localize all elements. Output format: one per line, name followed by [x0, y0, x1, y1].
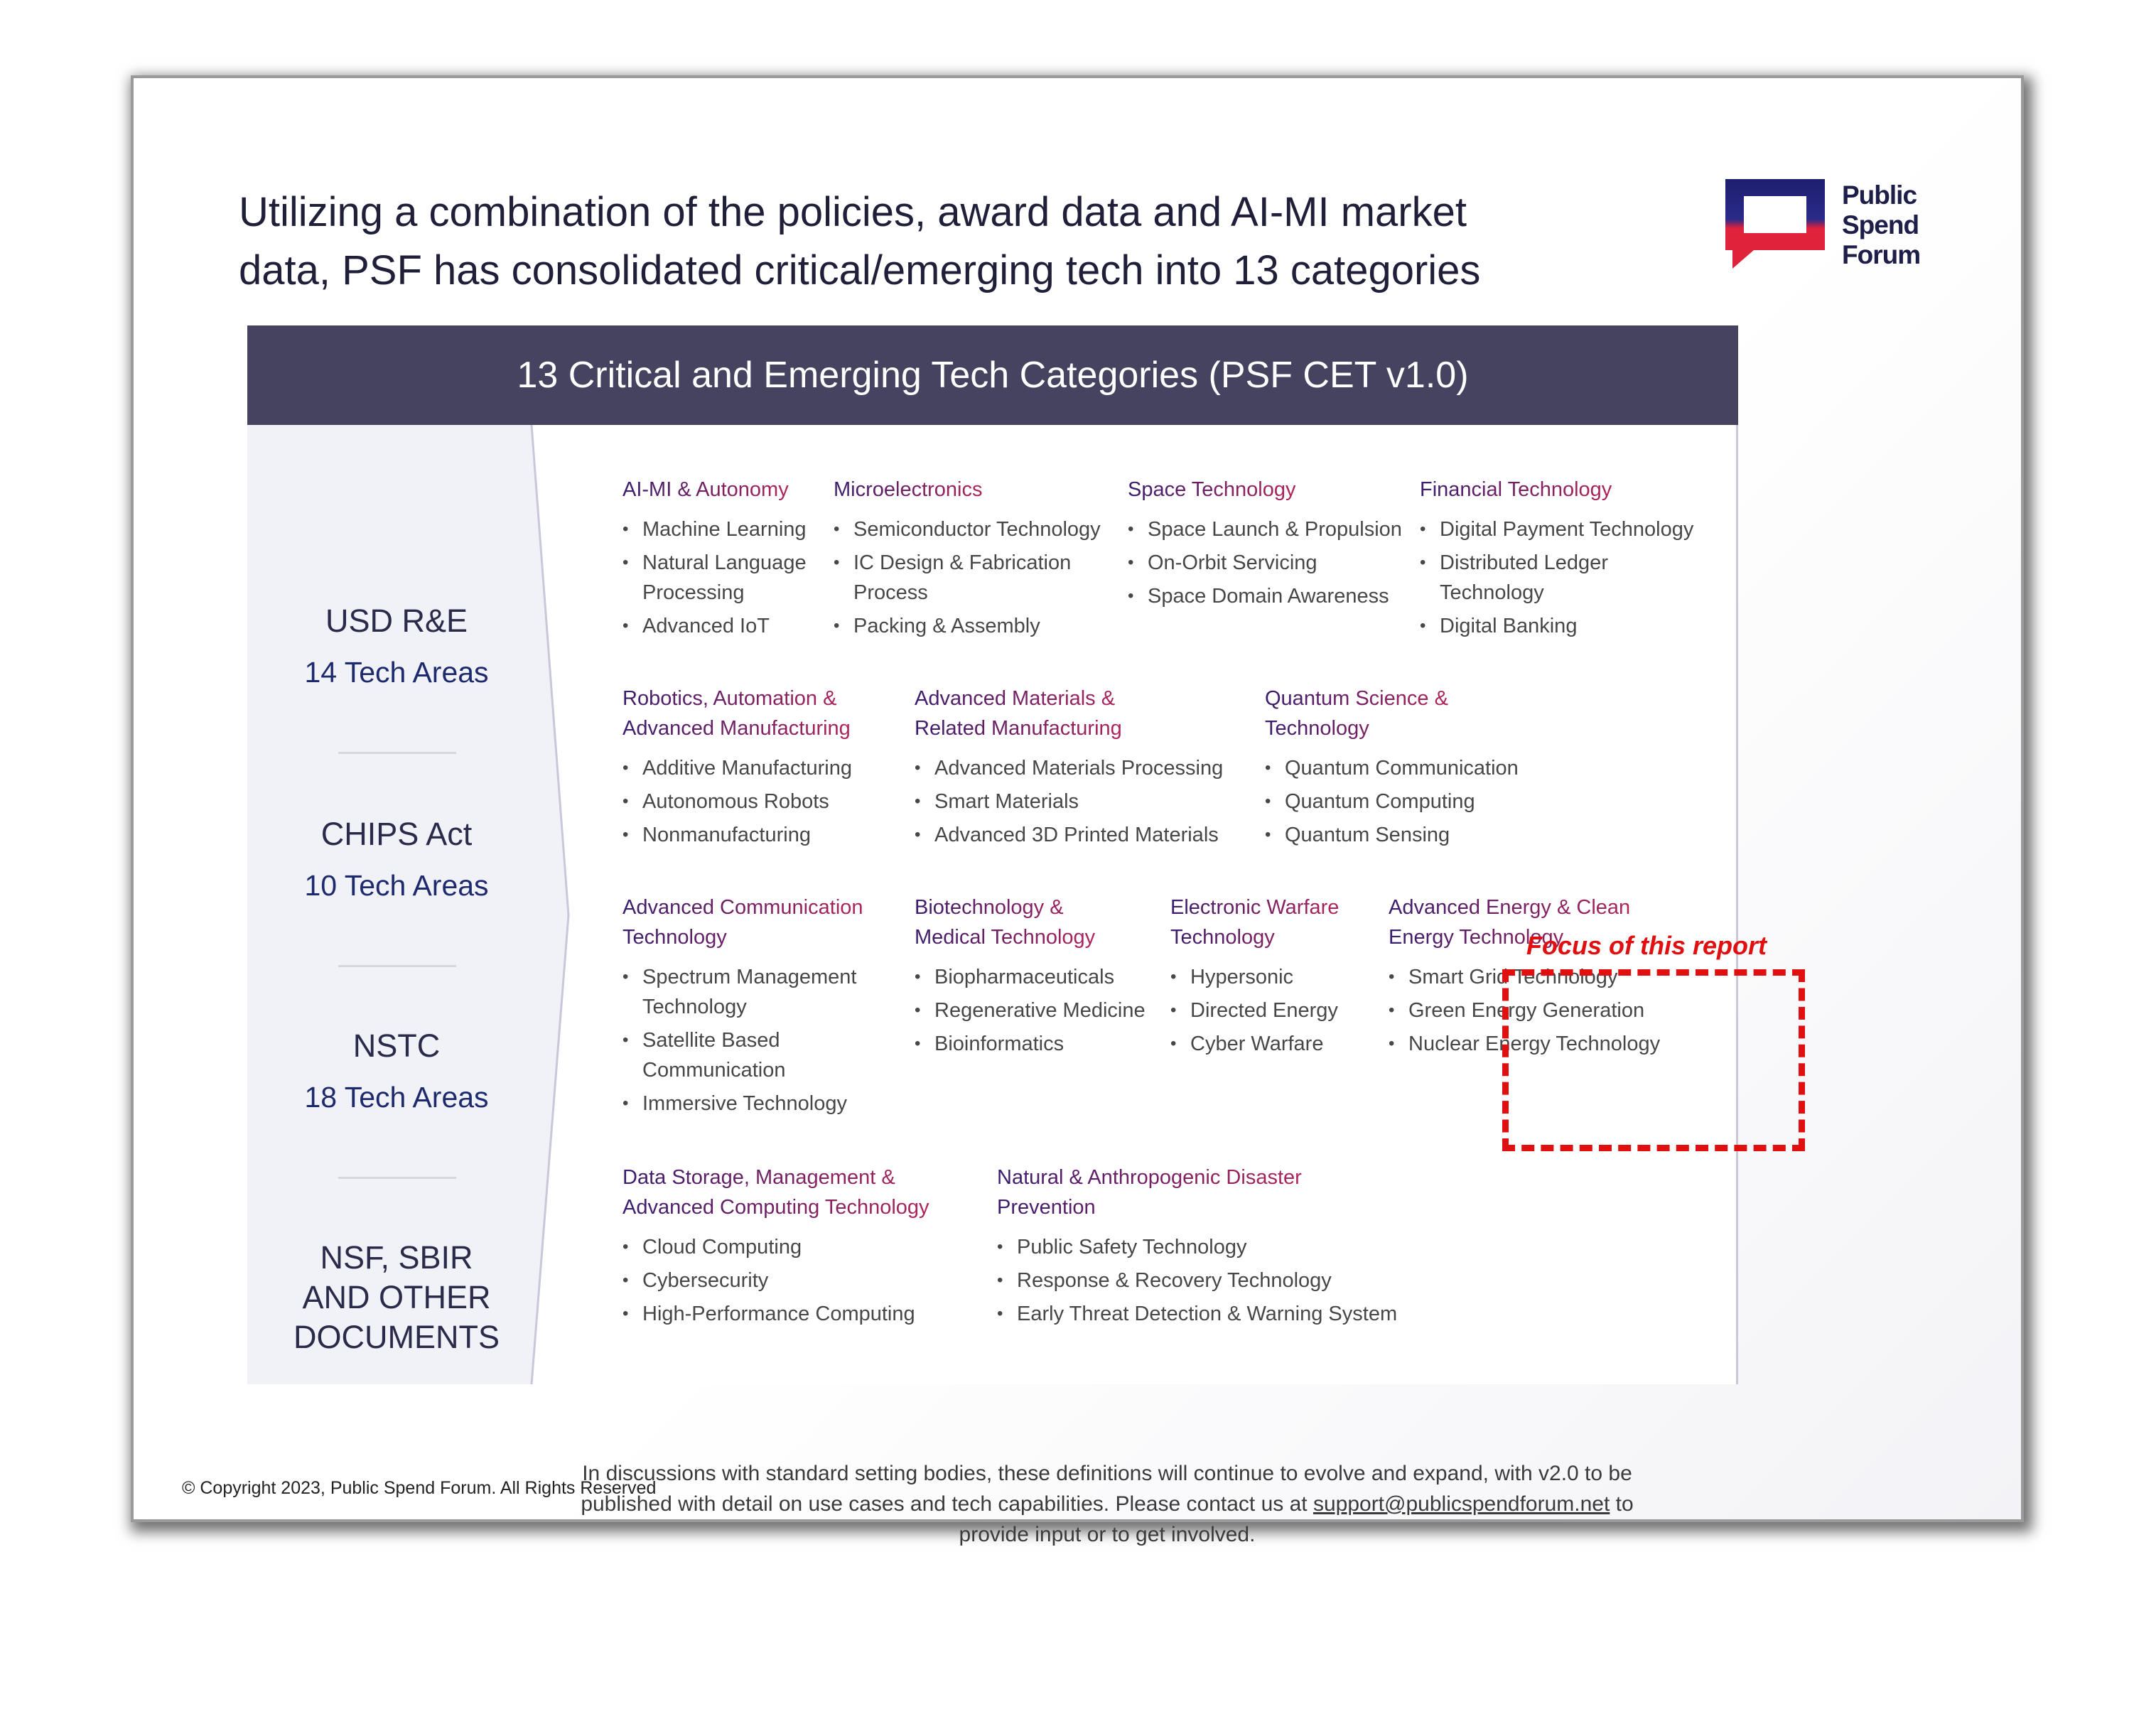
category-item: • Directed Energy [1170, 996, 1339, 1025]
category-item: • Natural Language Processing [622, 548, 807, 608]
tech-category [1420, 475, 1693, 645]
category-item: • Spectrum Management Technology [622, 962, 863, 1022]
source-name-line: DOCUMENTS [293, 1319, 500, 1355]
tech-category [915, 893, 1146, 1062]
category-title [1128, 475, 1295, 505]
logo-word-forum: Forum [1842, 240, 1921, 269]
headline-line-1: Utilizing a combination of the policies, award data and AI-MI market [239, 189, 1467, 235]
category-title-line: Quantum Science & [1265, 687, 1448, 710]
category-item: • High-Performance Computing [622, 1299, 929, 1329]
support-email-link[interactable]: support@publicspendforum.net [1313, 1492, 1610, 1516]
footnote [432, 1458, 1782, 1550]
category-item: • Quantum Sensing [1265, 820, 1519, 850]
tech-category [1170, 893, 1339, 1062]
category-title-line: Electronic Warfare [1170, 896, 1340, 919]
category-item: • Additive Manufacturing [622, 753, 852, 783]
category-items [622, 962, 863, 1119]
category-item: • Packing & Assembly [834, 611, 1101, 641]
category-title-line: Advanced Energy & Clean [1389, 896, 1631, 919]
divider [338, 752, 456, 754]
category-title-line: Advanced Materials & [915, 687, 1116, 710]
category-items [1265, 753, 1519, 850]
category-item: • Digital Payment Technology [1420, 514, 1693, 544]
category-title [1170, 893, 1339, 952]
source-nsf-sbir-other [276, 1238, 517, 1357]
category-item: • Advanced Materials Processing [915, 753, 1223, 783]
category-item: • IC Design & Fabrication Process [834, 548, 1101, 608]
category-title-line: Financial Technology [1420, 478, 1612, 501]
tech-category [622, 684, 852, 853]
category-item: • Bioinformatics [915, 1029, 1146, 1059]
focus-label: Focus of this report [1526, 931, 1767, 960]
source-name-line: NSF, SBIR [320, 1239, 473, 1276]
category-title-line: Energy Technology [1389, 926, 1564, 949]
category-title-line: Technology [1265, 717, 1369, 740]
category-title-line: Space Technology [1128, 478, 1296, 501]
category-item: • Nonmanufacturing [622, 820, 852, 850]
category-items [622, 753, 852, 850]
footnote-line-1: In discussions with standard setting bodies, these definitions will continue to evolve and expand, with v2.0 to be [582, 1462, 1632, 1485]
category-title-line: Advanced Computing Technology [622, 1196, 929, 1219]
tech-category [622, 475, 807, 645]
source-name: CHIPS Act [320, 816, 473, 852]
logo-word-spend: Spend [1842, 210, 1919, 239]
tech-category [1128, 475, 1402, 615]
category-item: • Public Safety Technology [997, 1232, 1397, 1262]
category-items [834, 514, 1101, 641]
category-item: • Nuclear Energy Technology [1389, 1029, 1660, 1059]
category-title [622, 893, 863, 952]
speech-bubble-logo-icon [1725, 179, 1832, 270]
source-usd-re [276, 601, 517, 692]
source-count: 14 Tech Areas [304, 656, 489, 689]
panel-banner [247, 325, 1738, 425]
category-item: • Autonomous Robots [622, 787, 852, 816]
category-title-line: Technology [1170, 926, 1275, 949]
category-title [1265, 684, 1448, 743]
panel-banner-title: 13 Critical and Emerging Tech Categories (PSF CET v1.0) [517, 355, 1469, 396]
category-title-line: Technology [622, 926, 727, 949]
category-item: • Quantum Communication [1265, 753, 1519, 783]
divider [338, 965, 456, 967]
category-title [622, 475, 789, 505]
category-title-line: Advanced Manufacturing [622, 717, 851, 740]
footnote-text: published with detail on use cases and tech capabilities. Please contact us at [581, 1492, 1313, 1516]
category-item: • Advanced 3D Printed Materials [915, 820, 1223, 850]
source-chips-act [276, 814, 517, 905]
source-nstc [276, 1026, 517, 1117]
category-title-line: AI-MI & Autonomy [622, 478, 789, 501]
category-title [915, 893, 1095, 952]
focus-highlight-box [1502, 969, 1805, 1151]
headline-line-2: data, PSF has consolidated critical/emerging tech into 13 categories [239, 247, 1481, 293]
divider [338, 1177, 456, 1179]
category-title-line: Biotechnology & [915, 896, 1064, 919]
category-items [915, 962, 1146, 1059]
source-name: USD R&E [325, 603, 468, 639]
slide-headline [239, 183, 1660, 300]
category-title [834, 475, 983, 505]
category-title-line: Robotics, Automation & [622, 687, 837, 710]
category-item: • Distributed Ledger Technology [1420, 548, 1693, 608]
category-item: • Biopharmaceuticals [915, 962, 1146, 992]
tech-category [997, 1163, 1397, 1332]
logo-word-public: Public [1842, 180, 1917, 210]
category-item: • Smart Grid Technology [1389, 962, 1660, 992]
category-title [997, 1163, 1302, 1222]
category-items [915, 753, 1223, 850]
category-title-line: Data Storage, Management & [622, 1166, 895, 1189]
category-item: • Satellite Based Communication [622, 1025, 863, 1085]
category-title-line: Microelectronics [834, 478, 983, 501]
category-item: • Digital Banking [1420, 611, 1693, 641]
category-item: • Immersive Technology [622, 1089, 863, 1119]
category-item: • Green Energy Generation [1389, 996, 1660, 1025]
tech-category [834, 475, 1101, 645]
source-count: 10 Tech Areas [304, 869, 489, 902]
category-item: • Machine Learning [622, 514, 807, 544]
category-title-line: Related Manufacturing [915, 717, 1122, 740]
category-title-line: Advanced Communication [622, 896, 863, 919]
category-item: • Quantum Computing [1265, 787, 1519, 816]
tech-category [915, 684, 1223, 853]
category-items [622, 1232, 929, 1329]
tech-category [1265, 684, 1519, 853]
category-item: • Space Domain Awareness [1128, 581, 1402, 611]
category-item: • Hypersonic [1170, 962, 1339, 992]
category-item: • On-Orbit Servicing [1128, 548, 1402, 578]
category-item: • Cloud Computing [622, 1232, 929, 1262]
category-items [1420, 514, 1693, 641]
category-title [622, 684, 851, 743]
footnote-text: to [1610, 1492, 1634, 1516]
category-items [1128, 514, 1402, 611]
category-item: • Response & Recovery Technology [997, 1266, 1397, 1295]
category-title-line: Medical Technology [915, 926, 1096, 949]
tech-category [622, 1163, 929, 1332]
category-item: • Advanced IoT [622, 611, 807, 641]
category-title [915, 684, 1122, 743]
category-title [1420, 475, 1612, 505]
category-item: • Cyber Warfare [1170, 1029, 1339, 1059]
category-item: • Cybersecurity [622, 1266, 929, 1295]
source-name-line: AND OTHER [302, 1279, 491, 1315]
category-title-line: Prevention [997, 1196, 1096, 1219]
category-items [1170, 962, 1339, 1059]
slide [134, 78, 2021, 1546]
category-items [622, 514, 807, 641]
category-item: • Space Launch & Propulsion [1128, 514, 1402, 544]
tech-category [622, 893, 863, 1122]
category-item: • Early Threat Detection & Warning System [997, 1299, 1397, 1329]
source-count: 18 Tech Areas [304, 1081, 489, 1114]
category-title [622, 1163, 929, 1222]
logo-wordmark [1842, 180, 1920, 270]
copyright-notice: © Copyright 2023, Public Spend Forum. All Rights Reserved [182, 1478, 657, 1498]
category-item: • Regenerative Medicine [915, 996, 1146, 1025]
category-title-line: Natural & Anthropogenic Disaster [997, 1166, 1302, 1189]
category-item: • Semiconductor Technology [834, 514, 1101, 544]
category-items [997, 1232, 1397, 1329]
footnote-line-3: provide input or to get involved. [959, 1523, 1256, 1546]
public-spend-forum-logo [1725, 179, 1939, 271]
category-item: • Smart Materials [915, 787, 1223, 816]
source-name: NSTC [352, 1028, 441, 1064]
